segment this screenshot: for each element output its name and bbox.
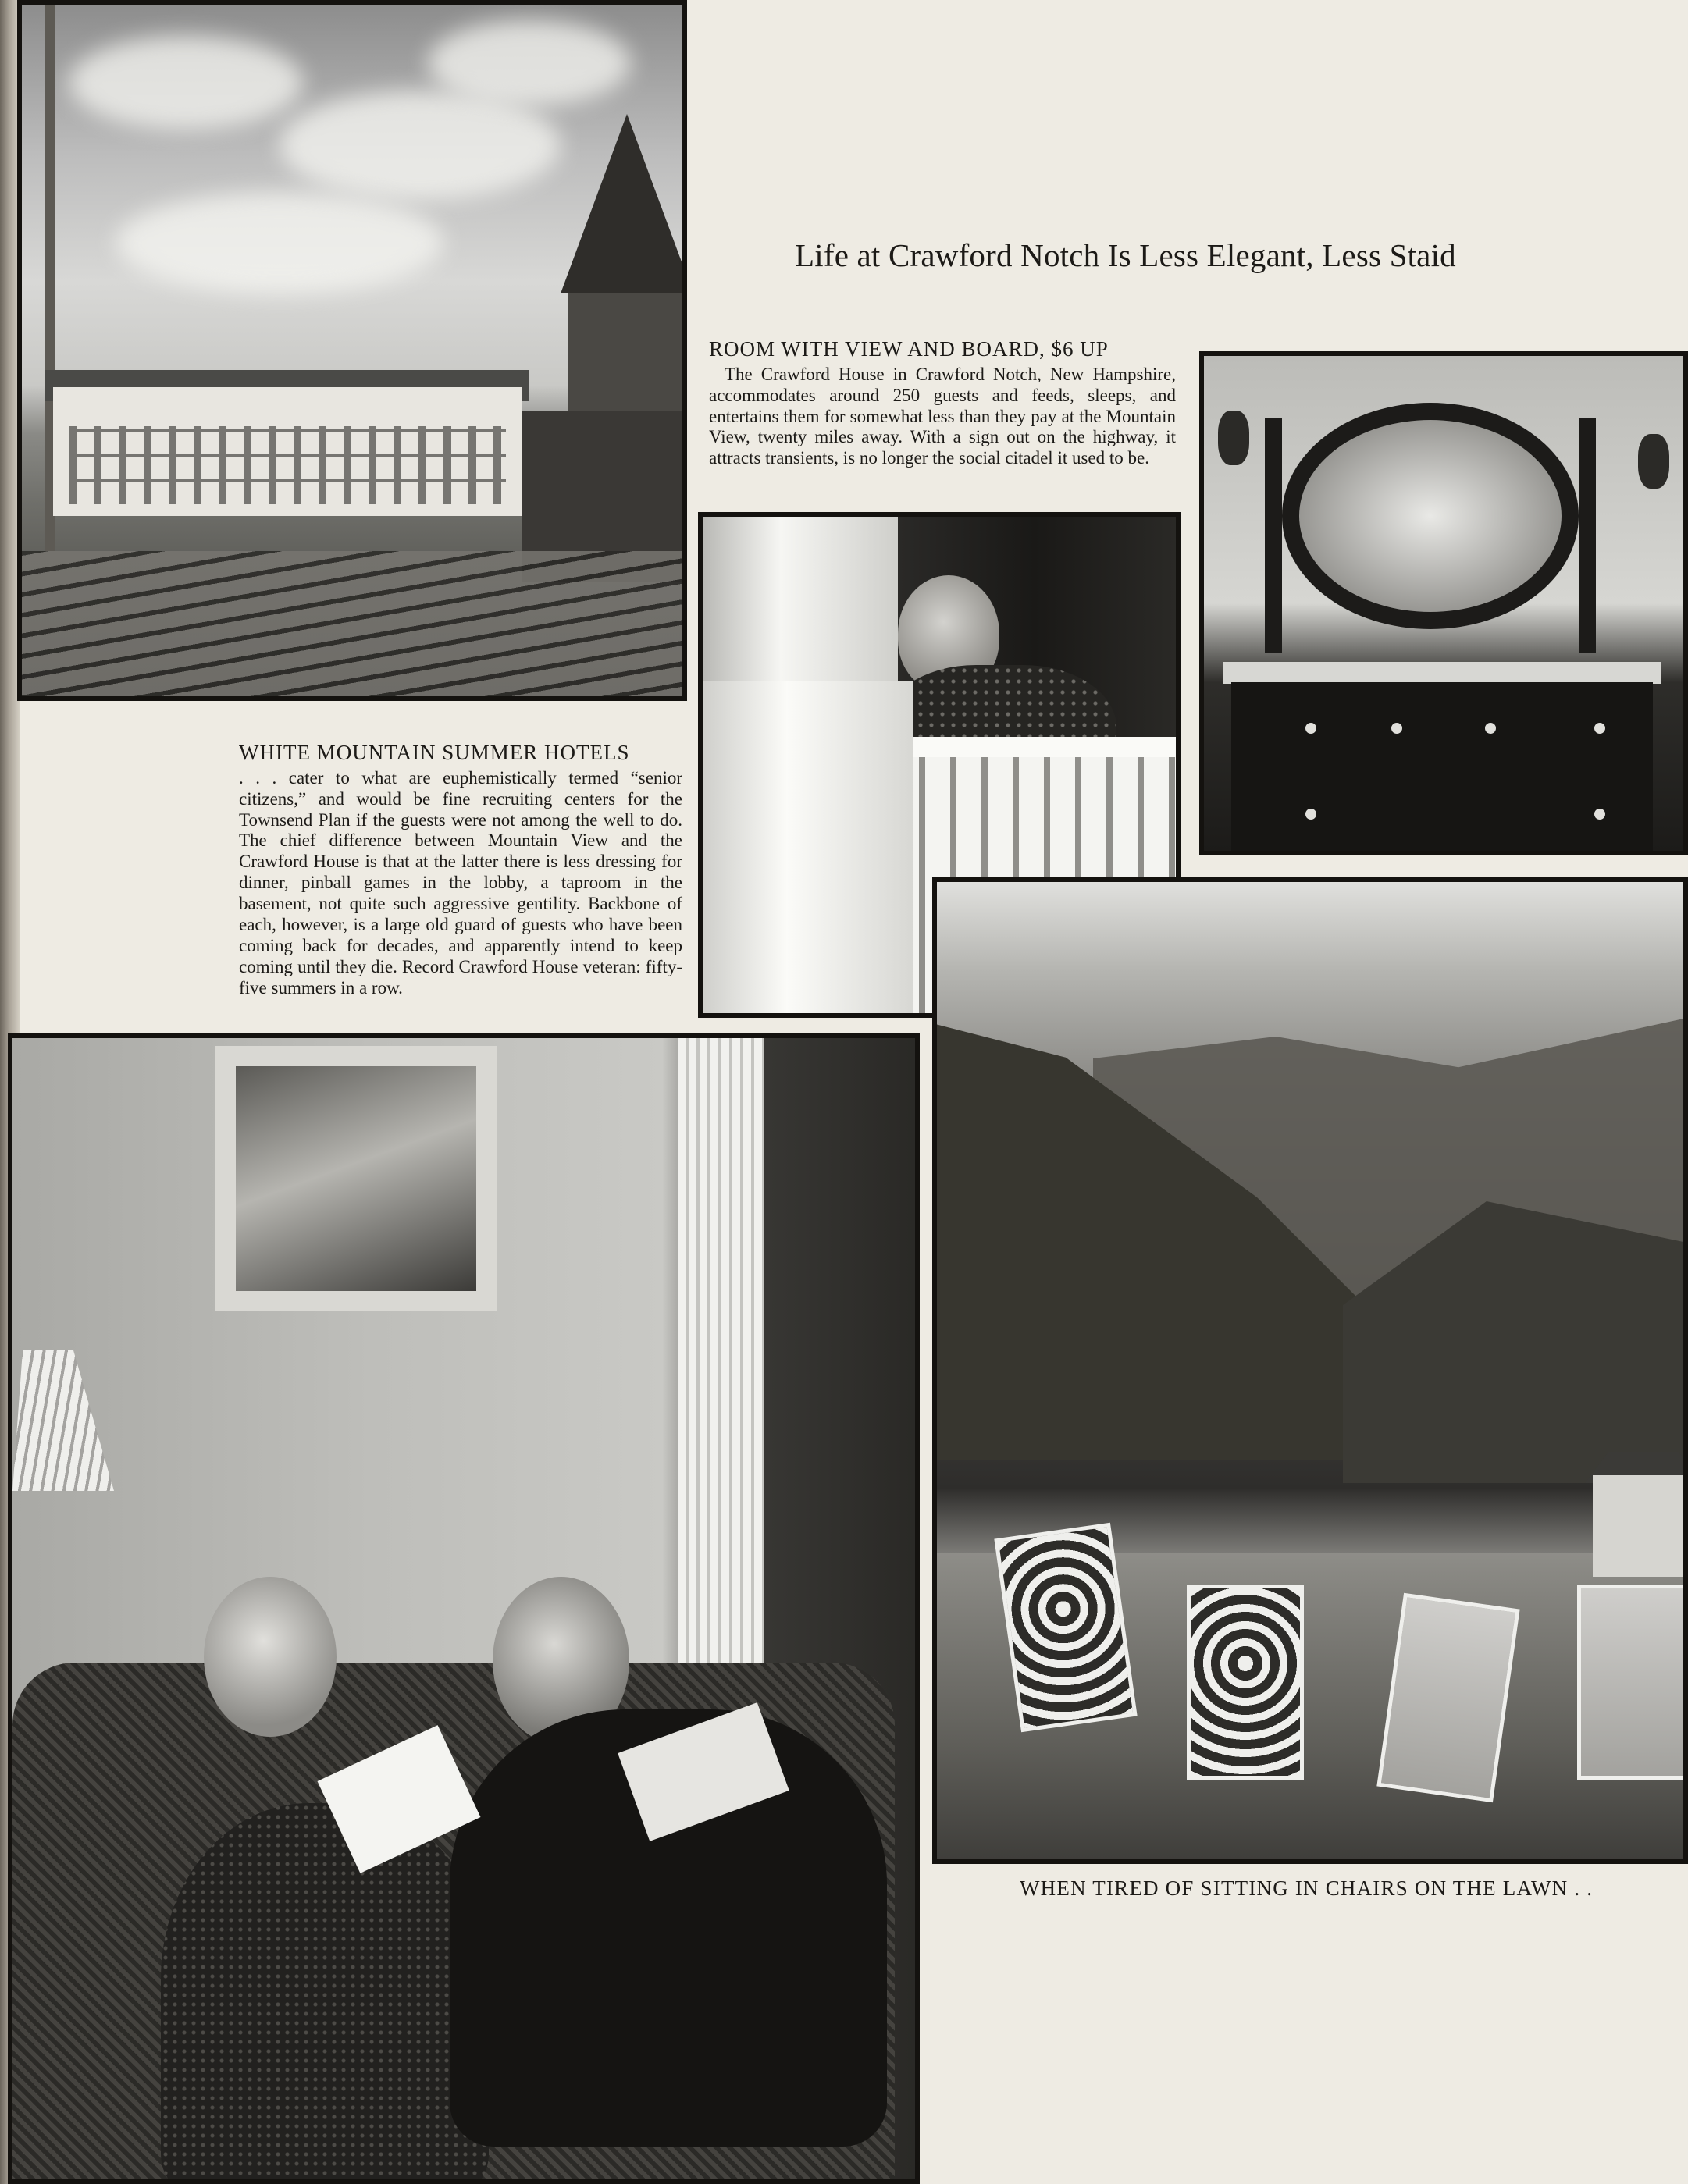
room-caption [709, 338, 1176, 469]
room-caption-title: ROOM WITH VIEW AND BOARD, $6 UP [709, 337, 1109, 361]
lawn-chairs-photo [932, 877, 1688, 1864]
hotels-caption-title: WHITE MOUNTAIN SUMMER HOTELS [239, 741, 630, 764]
hotel-station-photo [17, 0, 687, 701]
hotels-caption [239, 742, 682, 999]
room-caption-body: The Crawford House in Crawford Notch, New Hampshire, accommodates around 250 guests and feeds, sleeps, and entertains them for somewhat less than they pay at the Mountain View, twenty miles away. With a sign out on the highway, it attracts transients, is no longer the social citadel it used to be. [709, 364, 1176, 468]
hotels-caption-body: . . . cater to what are euphemistically termed “senior citizens,” and would be fine recruiting centers for the Townsend Plan if the guests were not among the well to do. The chief difference between Mountain View and the Crawford House is that at the latter there is less dressing for dinner, pinball games in the lobby, a taproom in the basement, not quite such aggressive gentility. Backbone of each, however, is a large old guard of guests who have been coming back for decades, and apparently intend to keep coming until they die. Record Crawford House veteran: fifty-five summers in a row. [239, 767, 682, 998]
page-headline: Life at Crawford Notch Is Less Elegant, Less Staid [795, 237, 1456, 273]
couple-settee-photo [8, 1033, 920, 2184]
mirror-dresser-photo [1199, 351, 1688, 855]
lawn-caption: WHEN TIRED OF SITTING IN CHAIRS ON THE LAWN . . [1020, 1876, 1594, 1900]
